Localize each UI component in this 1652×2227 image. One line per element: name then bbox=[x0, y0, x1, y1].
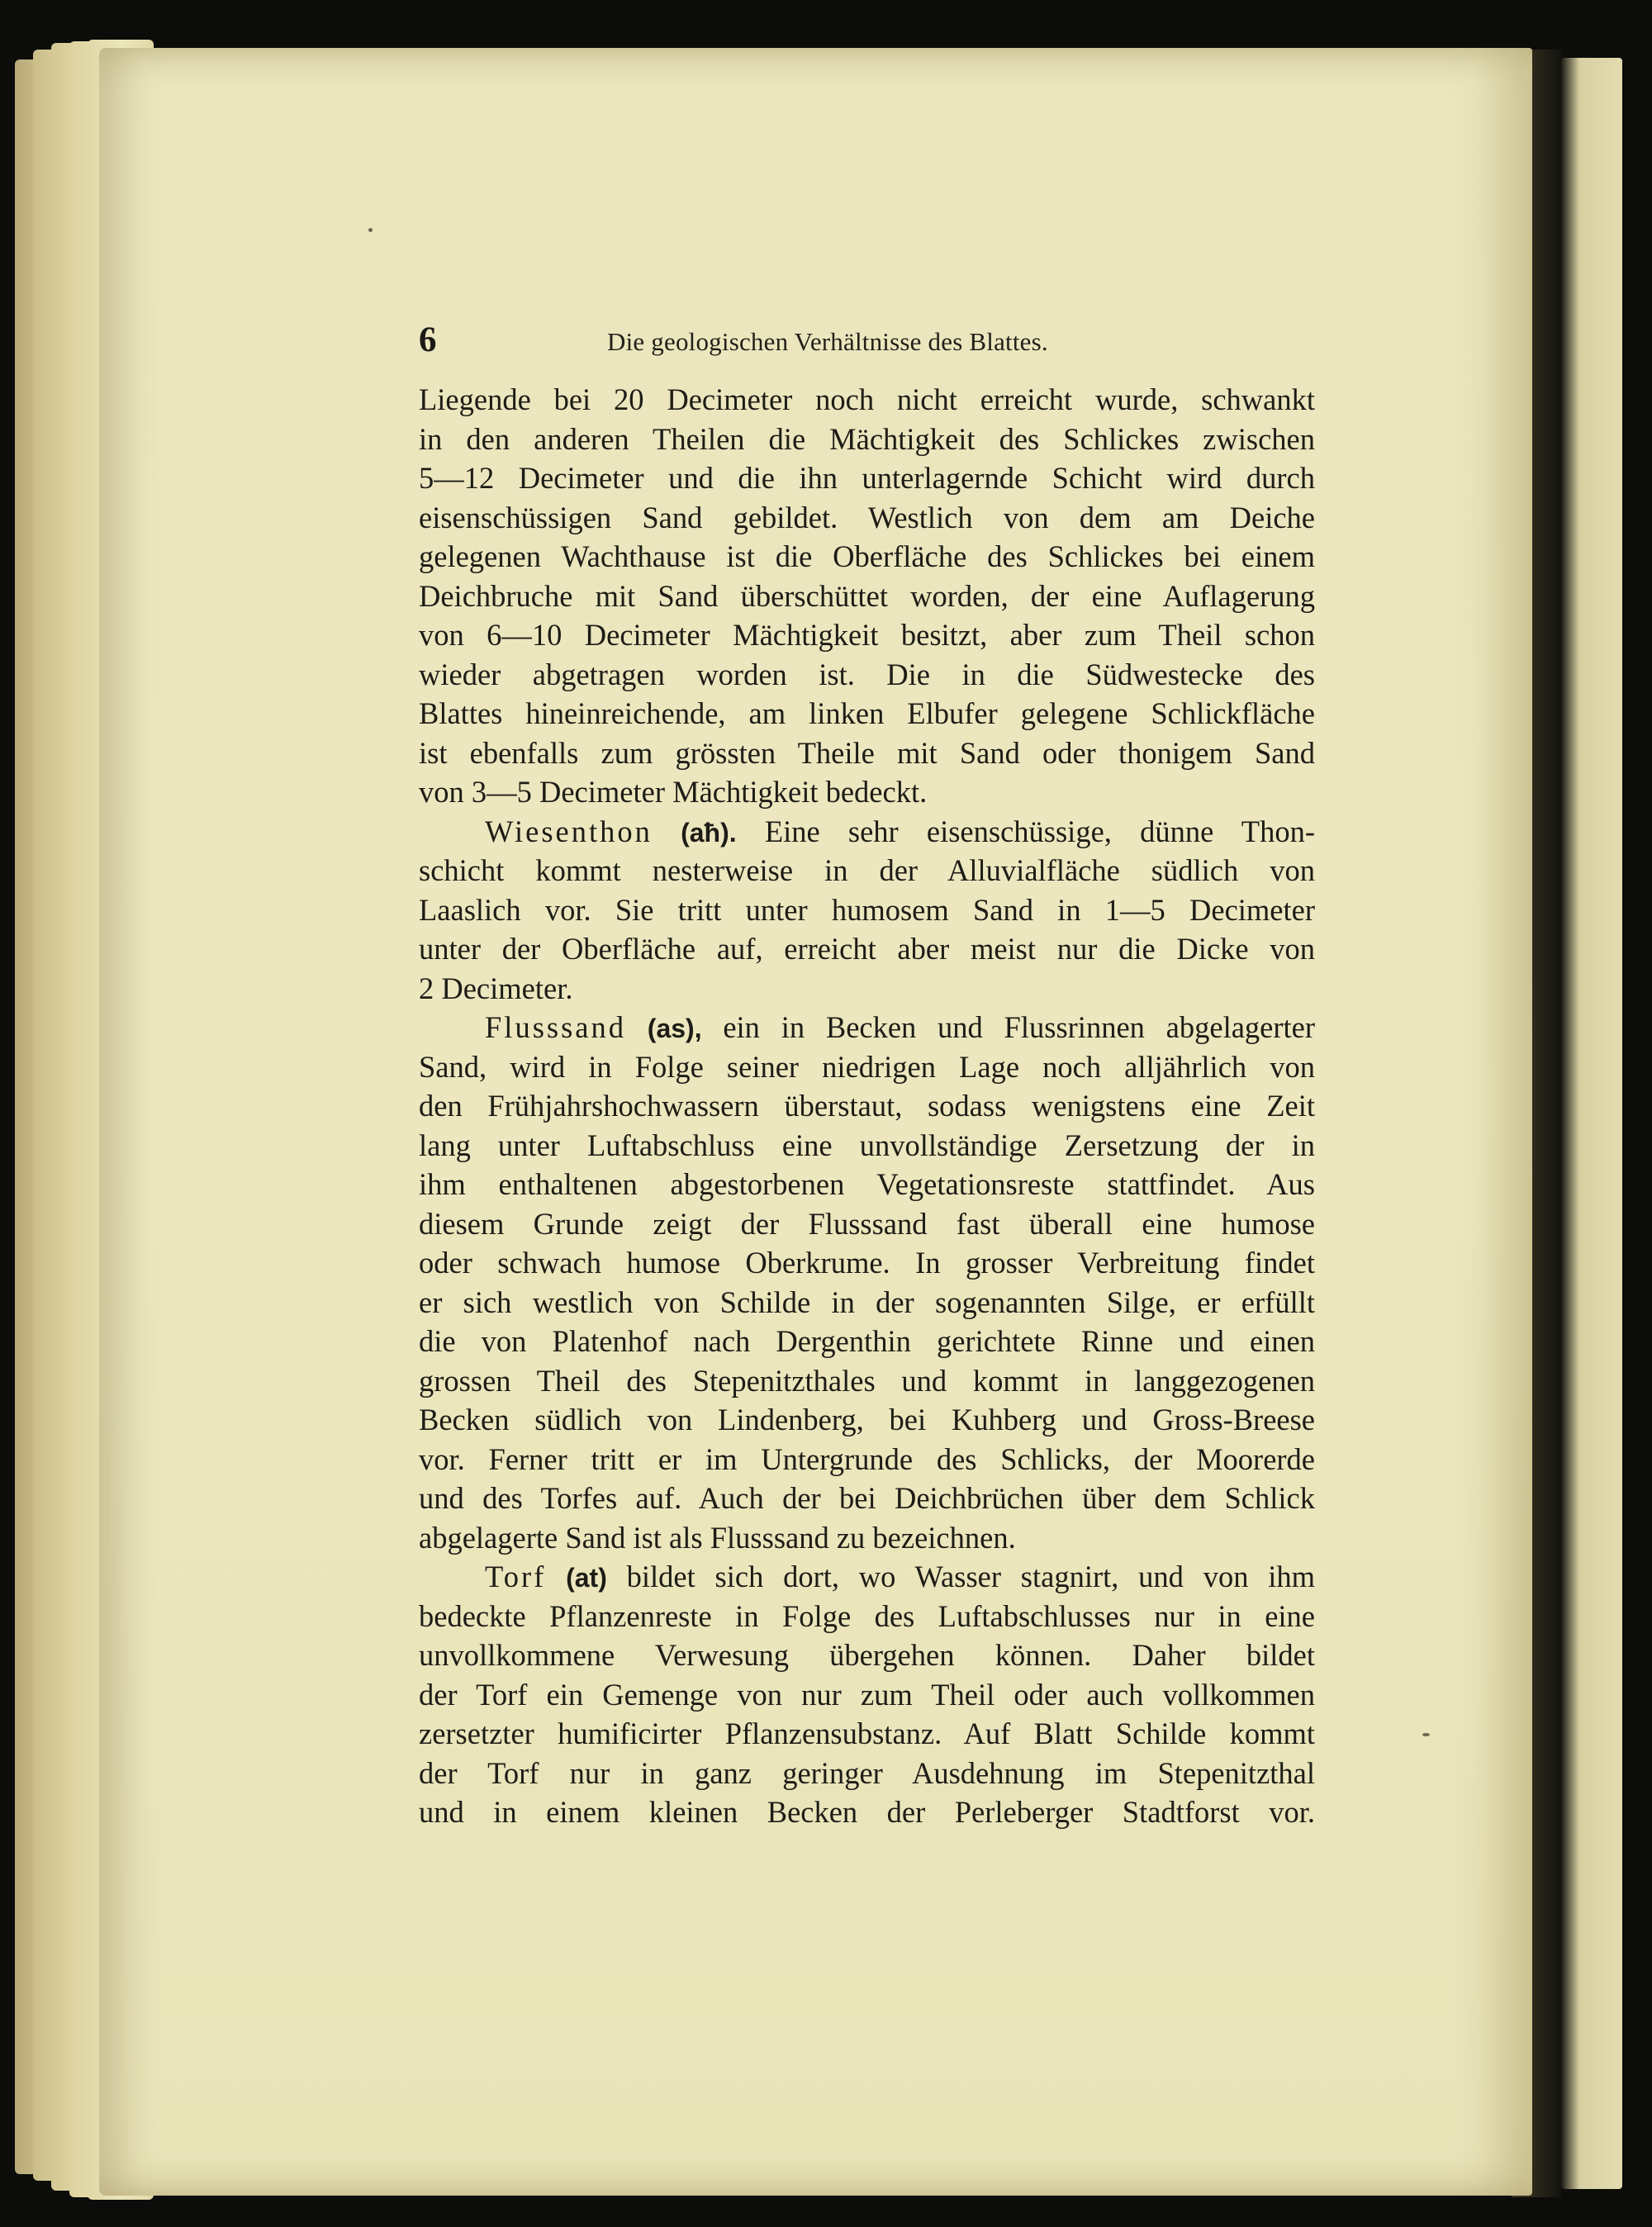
text-line: grossen Theil des Stepenitzthales und kommt in langgezogenen bbox=[419, 1363, 1315, 1398]
text-line: und des Torfes auf. Auch der bei Deichbrüchen über dem Schlick bbox=[419, 1481, 1315, 1515]
text-fragment: Eine sehr eisenschüssige, dünne Thon- bbox=[764, 814, 1316, 848]
text-line: Becken südlich von Lindenberg, bei Kuhberg und Gross-Breese bbox=[419, 1403, 1315, 1436]
text-line: von 3—5 Decimeter Mächtigkeit bedeckt. bbox=[419, 775, 928, 809]
text-line: Deichbruche mit Sand überschüttet worden, der eine Auflagerung bbox=[419, 578, 1315, 613]
term-flusssand: Flusssand bbox=[485, 1010, 627, 1044]
text-line: schicht kommt nesterweise in der Alluvialfläche südlich von bbox=[419, 853, 1315, 887]
text-line: der Torf ein Gemenge von nur zum Theil oder auch vollkommen bbox=[419, 1677, 1315, 1712]
paragraph-wiesenthon bbox=[419, 812, 1315, 1009]
text-line bbox=[419, 1557, 1315, 1597]
text-line: Liegende bei 20 Decimeter noch nicht erreicht wurde, schwankt bbox=[419, 382, 1315, 416]
text-line: den Frühjahrshochwassern überstaut, sodass wenigstens eine Zeit bbox=[419, 1089, 1315, 1123]
text-line: oder schwach humose Oberkrume. In grosser Verbreitung findet bbox=[419, 1246, 1315, 1280]
text-line: vor. Ferner tritt er im Untergrunde des Schlicks, der Moorerde bbox=[419, 1441, 1315, 1476]
text-line: er sich westlich von Schilde in der sogenannten Silge, er erfüllt bbox=[419, 1284, 1315, 1319]
text-line: und in einem kleinen Becken der Perleberger Stadtforst vor. bbox=[419, 1795, 1315, 1829]
term-torf: Torf bbox=[485, 1560, 547, 1593]
text-line: Laaslich vor. Sie tritt unter humosem Sand in 1—5 Decimeter bbox=[419, 892, 1315, 927]
page-header bbox=[419, 316, 1319, 365]
text-line: Blattes hineinreichende, am linken Elbufer gelegene Schlickfläche bbox=[419, 696, 1315, 730]
text-line: ihm enthaltenen abgestorbenen Vegetationsreste stattfindet. Aus bbox=[419, 1167, 1315, 1201]
body-text bbox=[419, 380, 1315, 1832]
running-title: Die geologischen Verhältnisse des Blattes. bbox=[607, 327, 1048, 356]
text-line: ist ebenfalls zum grössten Theile mit Sand oder thonigem Sand bbox=[419, 735, 1315, 770]
text-line: abgelagerte Sand ist als Flusssand zu bezeichnen. bbox=[419, 1520, 1016, 1555]
text-line: 5—12 Decimeter und die ihn unterlagernde Schicht wird durch bbox=[419, 461, 1315, 495]
text-line: lang unter Luftabschluss eine unvollständige Zersetzung der in bbox=[419, 1128, 1315, 1162]
text-line: eisenschüssigen Sand gebildet. Westlich von dem am Deiche bbox=[419, 500, 1315, 534]
text-fragment: bildet sich dort, wo Wasser stagnirt, und von ihm bbox=[626, 1560, 1316, 1593]
map-symbol: (at) bbox=[566, 1563, 607, 1593]
text-line: von 6—10 Decimeter Mächtigkeit besitzt, aber zum Theil schon bbox=[419, 618, 1315, 652]
text-line: die von Platenhof nach Dergenthin gerichtete Rinne und einen bbox=[419, 1324, 1315, 1358]
paragraph-torf bbox=[419, 1557, 1315, 1832]
text-line: diesem Grunde zeigt der Flusssand fast überall eine humose bbox=[419, 1206, 1315, 1241]
text-line: bedeckte Pflanzenreste in Folge des Luftabschlusses nur in eine bbox=[419, 1598, 1315, 1633]
text-line: der Torf nur in ganz geringer Ausdehnung im Stepenitzthal bbox=[419, 1755, 1315, 1790]
text-line: unter der Oberfläche auf, erreicht aber meist nur die Dicke von bbox=[419, 932, 1315, 966]
facing-page-edge bbox=[1561, 58, 1622, 2189]
paragraph-schlick-continuation bbox=[419, 380, 1315, 812]
text-line bbox=[419, 1008, 1315, 1047]
text-line: wieder abgetragen worden ist. Die in die Südwestecke des bbox=[419, 657, 1315, 691]
text-line: in den anderen Theilen die Mächtigkeit des Schlickes zwischen bbox=[419, 421, 1315, 456]
text-line: unvollkommene Verwesung übergehen können. Daher bildet bbox=[419, 1638, 1315, 1672]
map-symbol: (aħ). bbox=[681, 817, 737, 848]
term-wiesenthon: Wiesenthon bbox=[485, 814, 653, 848]
text-line: Sand, wird in Folge seiner niedrigen Lage noch alljährlich von bbox=[419, 1049, 1315, 1084]
text-line: gelegenen Wachthause ist die Oberfläche des Schlickes bei einem bbox=[419, 539, 1315, 573]
text-line bbox=[419, 812, 1315, 852]
paper-speck bbox=[368, 228, 373, 232]
text-fragment: ein in Becken und Flussrinnen abgelagerter bbox=[723, 1010, 1316, 1044]
paper-speck bbox=[1422, 1733, 1430, 1736]
text-line: zersetzter humificirter Pflanzensubstanz. Auf Blatt Schilde kommt bbox=[419, 1717, 1315, 1750]
map-symbol: (as), bbox=[647, 1014, 702, 1043]
paragraph-flusssand bbox=[419, 1008, 1315, 1557]
page-number: 6 bbox=[419, 321, 437, 359]
text-line: 2 Decimeter. bbox=[419, 971, 573, 1005]
